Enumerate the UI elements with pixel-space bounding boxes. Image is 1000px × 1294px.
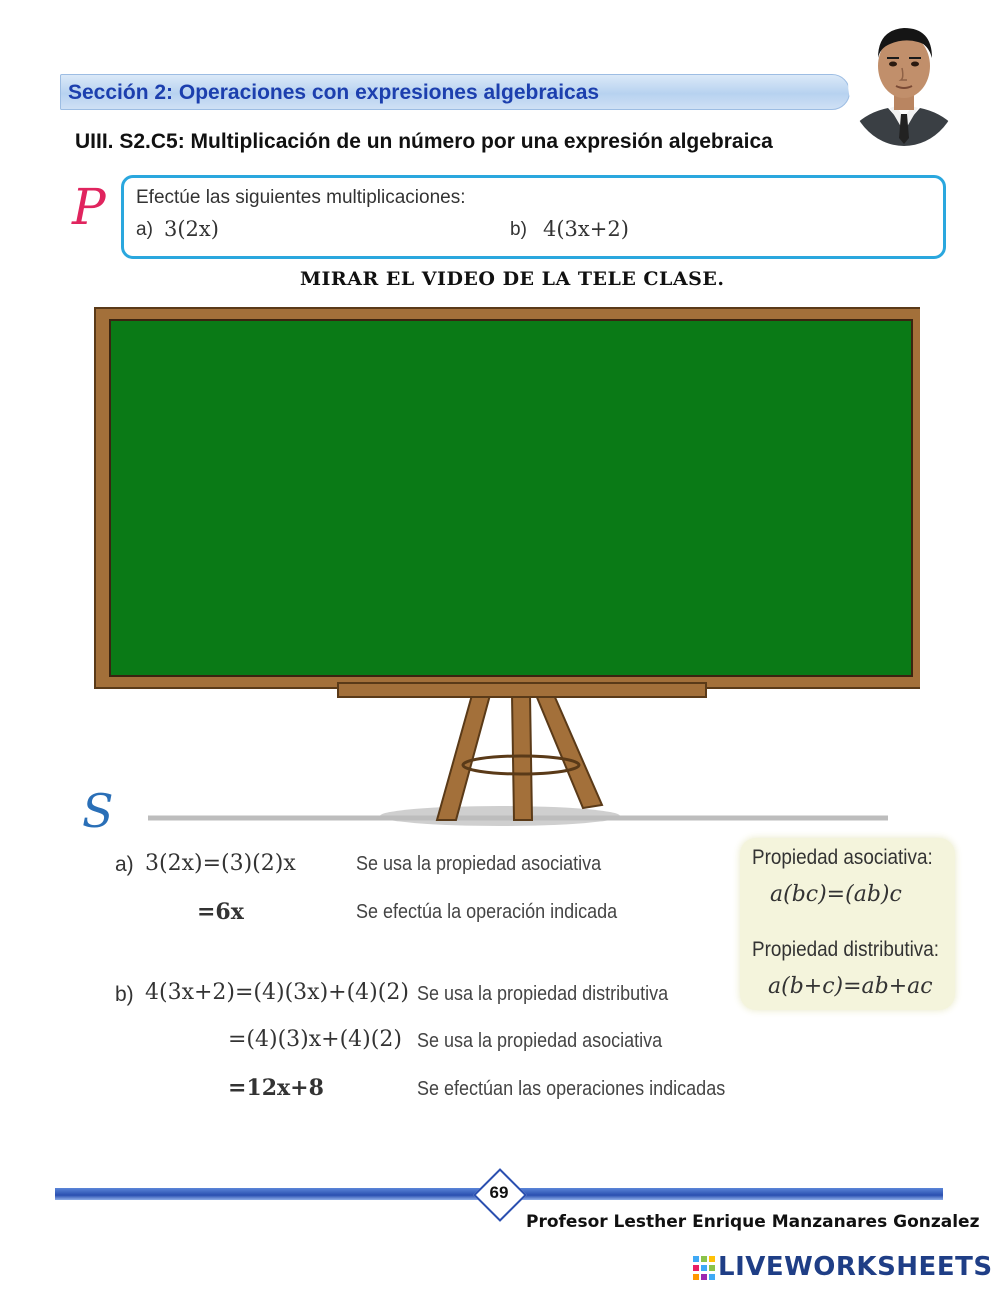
distributive-property-formula: a(b+c)=ab+ac: [768, 974, 933, 999]
video-note: MIRAR EL VIDEO DE LA TELE CLASE.: [300, 268, 725, 290]
liveworksheets-brand: LIVEWORKSHEETS: [718, 1252, 993, 1282]
liveworksheets-logo-icon: [693, 1256, 715, 1280]
chalkboard-surface: [110, 320, 912, 676]
distributive-property-title: Propiedad distributiva:: [752, 938, 940, 961]
chalk-tray: [338, 683, 706, 697]
section-title: Sección 2: Operaciones con expresiones algebraicas: [68, 81, 600, 104]
solution-b-step-3-expression: =12x+8: [228, 1075, 324, 1101]
solution-a-label: a): [115, 853, 134, 876]
problem-item-a-label: a): [136, 219, 153, 240]
solution-marker: S: [82, 784, 114, 838]
page-number: 69: [489, 1183, 509, 1202]
chalkboard-illustration: [80, 300, 920, 830]
easel-leg-right: [536, 695, 602, 808]
associative-property-formula: a(bc)=(ab)c: [770, 882, 902, 907]
problem-instruction: Efectúe las siguientes multiplicaciones:: [136, 187, 466, 208]
solution-a-step-2-expression: =6x: [197, 899, 244, 925]
solution-b-step-3-note: Se efectúan las operaciones indicadas: [417, 1078, 726, 1100]
problem-marker: P: [72, 178, 106, 236]
solution-b-label: b): [115, 983, 134, 1006]
problem-item-b-label: b): [510, 219, 527, 240]
teacher-avatar: [848, 14, 960, 146]
unit-title: UIII. S2.C5: Multiplicación de un número por una expresión algebraica: [75, 130, 773, 153]
solution-b-step-2-note: Se usa la propiedad asociativa: [417, 1030, 663, 1052]
associative-property-title: Propiedad asociativa:: [752, 846, 933, 869]
solution-a-step-1-expression: 3(2x)=(3)(2)x: [145, 851, 296, 876]
solution-a-step-2-note: Se efectúa la operación indicada: [356, 901, 618, 923]
problem-item-b-expression: 4(3x+2): [543, 217, 629, 241]
author-name: Profesor Lesther Enrique Manzanares Gonzalez: [526, 1212, 980, 1232]
solution-b-step-1-note: Se usa la propiedad distributiva: [417, 983, 669, 1005]
problem-item-a-expression: 3(2x): [164, 217, 219, 241]
solution-b-step-2-expression: =(4)(3)x+(4)(2): [228, 1027, 402, 1052]
solution-b-step-1-expression: 4(3x+2)=(4)(3x)+(4)(2): [145, 980, 409, 1005]
solution-a-step-1-note: Se usa la propiedad asociativa: [356, 853, 602, 875]
